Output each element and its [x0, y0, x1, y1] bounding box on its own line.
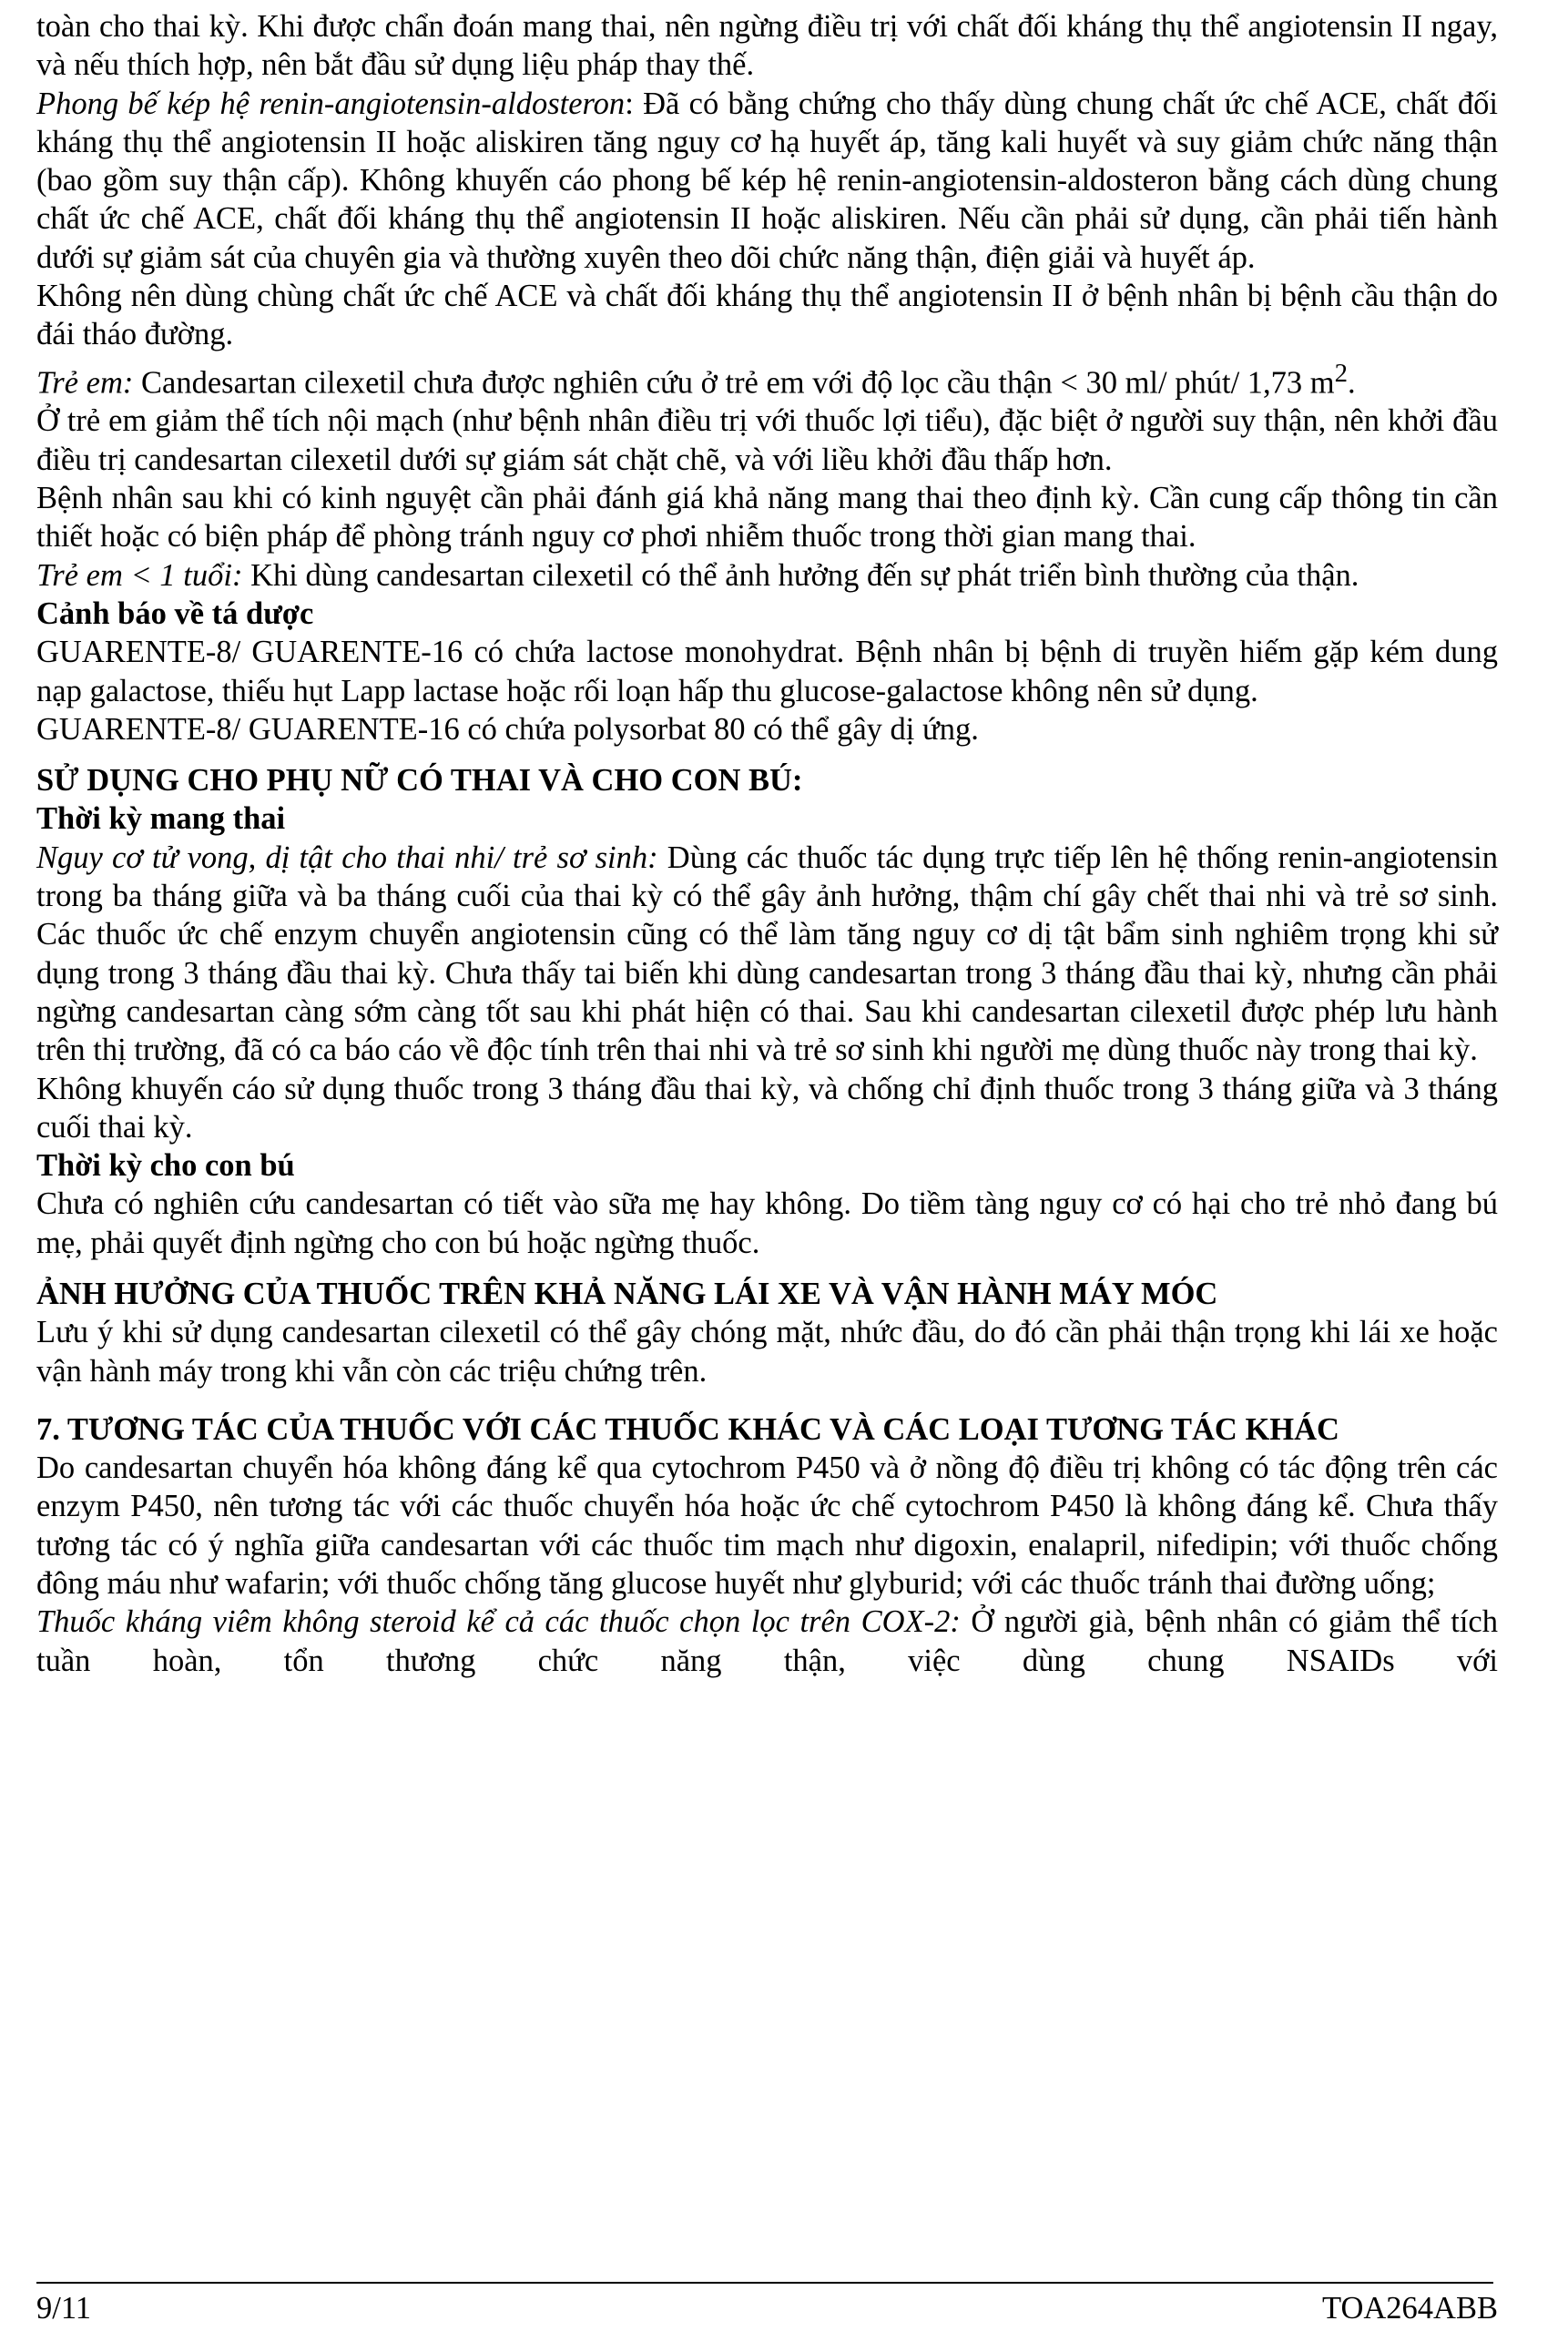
paragraph-children — [36, 354, 1498, 402]
page-number: 9/11 — [36, 2291, 92, 2326]
paragraph-menstruation: Bệnh nhân sau khi có kinh nguyệt cần phải đánh giá khả năng mang thai theo định kỳ. Cần cung cấp thông tin cần thiết hoặc có biện pháp để phòng tránh nguy cơ phơi nhiễm thuốc trong thời gian mang thai. — [36, 481, 1498, 555]
paragraph-fetal-risk — [36, 839, 1498, 1070]
paragraph-diabetic-nephropathy: Không nên dùng chùng chất ức chế ACE và chất đối kháng thụ thể angiotensin II ở bệnh nhân bị bệnh cầu thận do đái tháo đường. — [36, 279, 1498, 352]
document-code: TOA264ABB — [1322, 2291, 1498, 2326]
paragraph-pregnancy-recommendation: Không khuyến cáo sử dụng thuốc trong 3 tháng đầu thai kỳ, và chống chỉ định thuốc trong 3 tháng giữa và 3 tháng cuối thai kỳ. — [36, 1071, 1498, 1145]
paragraph-pregnancy-safety: toàn cho thai kỳ. Khi được chẩn đoán mang thai, nên ngừng điều trị với chất đối kháng thụ thể angiotensin II ngay, và nếu thích hợp, nên bắt đầu sử dụng liệu pháp thay thế. — [36, 9, 1498, 83]
paragraph-children-under-1 — [36, 556, 1498, 595]
paragraph-lactose: GUARENTE-8/ GUARENTE-16 có chứa lactose monohydrat. Bệnh nhân bị bệnh di truyền hiếm gặp kém dung nạp galactose, thiếu hụt Lapp lactase hoặc rối loạn hấp thu glucose-galactose không nên sử dụng. — [36, 635, 1498, 708]
paragraph-cytochrome: Do candesartan chuyển hóa không đáng kể qua cytochrom P450 và ở nồng độ điều trị không có tác động trên các enzym P450, nên tương tác với các thuốc chuyển hóa hoặc ức chế cytochrom P450 là không đáng kể. Chưa thấy tương tác có ý nghĩa giữa candesartan với các thuốc tim mạch như digoxin, enalapril, nifedipin; với thuốc chống đông máu như wafarin; với thuốc chống tăng glucose huyết như glyburid; với các thuốc tránh thai đường uống; — [36, 1451, 1498, 1602]
nsaids-label: Thuốc kháng viêm không steroid kể cả các thuốc chọn lọc trên COX-2: — [36, 1604, 961, 1640]
paragraph-nsaids — [36, 1603, 1498, 1680]
document-body — [36, 7, 1498, 1680]
fetal-risk-text: Dùng các thuốc tác dụng trực tiếp lên hệ thống renin-angiotensin trong ba tháng giữa và ba tháng cuối của thai kỳ có thể gây ảnh hưởng, thậm chí gây chết thai nhi và trẻ sơ sinh. Các thuốc ức chế enzym chuyển angiotensin cũng có thể làm tăng nguy cơ dị tật bẩm sinh nghiêm trọng khi sử dụng trong 3 tháng đầu thai kỳ. Chưa thấy tai biến khi dùng candesartan trong 3 tháng đầu thai kỳ, nhưng cần phải ngừng candesartan càng sớm càng tốt sau khi phát hiện có thai. Sau khi candesartan cilexetil được phép lưu hành trên thị trường, đã có ca báo cáo về độc tính trên thai nhi và trẻ sơ sinh khi người mẹ dùng thuốc này trong thai kỳ. — [36, 840, 1498, 1068]
heading-interactions: 7. TƯƠNG TÁC CỦA THUỐC VỚI CÁC THUỐC KHÁC VÀ CÁC LOẠI TƯƠNG TÁC KHÁC — [36, 1411, 1339, 1447]
heading-driving: ẢNH HƯỞNG CỦA THUỐC TRÊN KHẢ NĂNG LÁI XE VÀ VẬN HÀNH MÁY MÓC — [36, 1277, 1218, 1311]
paragraph-polysorbat: GUARENTE-8/ GUARENTE-16 có chứa polysorbat 80 có thể gây dị ứng. — [36, 711, 979, 747]
paragraph-driving: Lưu ý khi sử dụng candesartan cilexetil có thể gây chóng mặt, nhức đầu, do đó cần phải thận trọng khi lái xe hoặc vận hành máy trong khi vẫn còn các triệu chứng trên. — [36, 1315, 1498, 1389]
subheading-pregnancy: Thời kỳ mang thai — [36, 801, 286, 837]
fetal-risk-label: Nguy cơ tử vong, dị tật cho thai nhi/ trẻ sơ sinh: — [36, 840, 658, 875]
nsaids-text: Ở người già, bệnh nhân có giảm thể tích tuần hoàn, tổn thương chức năng thận, việc dùng chung NSAIDs với — [36, 1604, 1498, 1678]
paragraph-lactation: Chưa có nghiên cứu candesartan có tiết vào sữa mẹ hay không. Do tiềm tàng nguy cơ có hại cho trẻ nhỏ đang bú mẹ, phải quyết định ngừng cho con bú hoặc ngừng thuốc. — [36, 1186, 1498, 1260]
heading-excipient-warning: Cảnh báo về tá dược — [36, 595, 314, 631]
children-superscript: 2 — [1334, 358, 1348, 388]
dual-blockade-label: Phong bế kép hệ renin-angiotensin-aldosteron — [36, 86, 626, 121]
children-text: Candesartan cilexetil chưa được nghiên cứu ở trẻ em với độ lọc cầu thận < 30 ml/ phút/ 1,73 m — [133, 365, 1335, 401]
paragraph-dual-blockade — [36, 85, 1498, 277]
children-under-1-label: Trẻ em < 1 tuổi: — [36, 557, 243, 593]
subheading-lactation: Thời kỳ cho con bú — [36, 1148, 295, 1184]
dual-blockade-text: : Đã có bằng chứng cho thấy dùng chung chất ức chế ACE, chất đối kháng thụ thể angiotensin II hoặc aliskiren tăng nguy cơ hạ huyết áp, tăng kali huyết và suy giảm chức năng thận (bao gồm suy thận cấp). Không khuyến cáo phong bế kép hệ renin-angiotensin-aldosteron bằng cách dùng chung chất ức chế ACE, chất đối kháng thụ thể angiotensin II hoặc aliskiren. Nếu cần phải sử dụng, cần phải tiến hành dưới sự giảm sát của chuyên gia và thường xuyên theo dõi chức năng thận, điện giải và huyết áp. — [36, 86, 1498, 275]
heading-pregnancy-lactation: SỬ DỤNG CHO PHỤ NỮ CÓ THAI VÀ CHO CON BÚ: — [36, 763, 803, 799]
children-end: . — [1348, 365, 1356, 401]
paragraph-intravascular-volume: Ở trẻ em giảm thể tích nội mạch (như bệnh nhân điều trị với thuốc lợi tiểu), đặc biệt ở người suy thận, nên khởi đầu điều trị candesartan cilexetil dưới sự giám sát chặt chẽ, và với liều khởi đầu thấp hơn. — [36, 403, 1498, 477]
footer-divider — [36, 2282, 1493, 2284]
children-under-1-text: Khi dùng candesartan cilexetil có thể ảnh hưởng đến sự phát triển bình thường của thận. — [242, 557, 1359, 593]
children-label: Trẻ em: — [36, 365, 134, 401]
